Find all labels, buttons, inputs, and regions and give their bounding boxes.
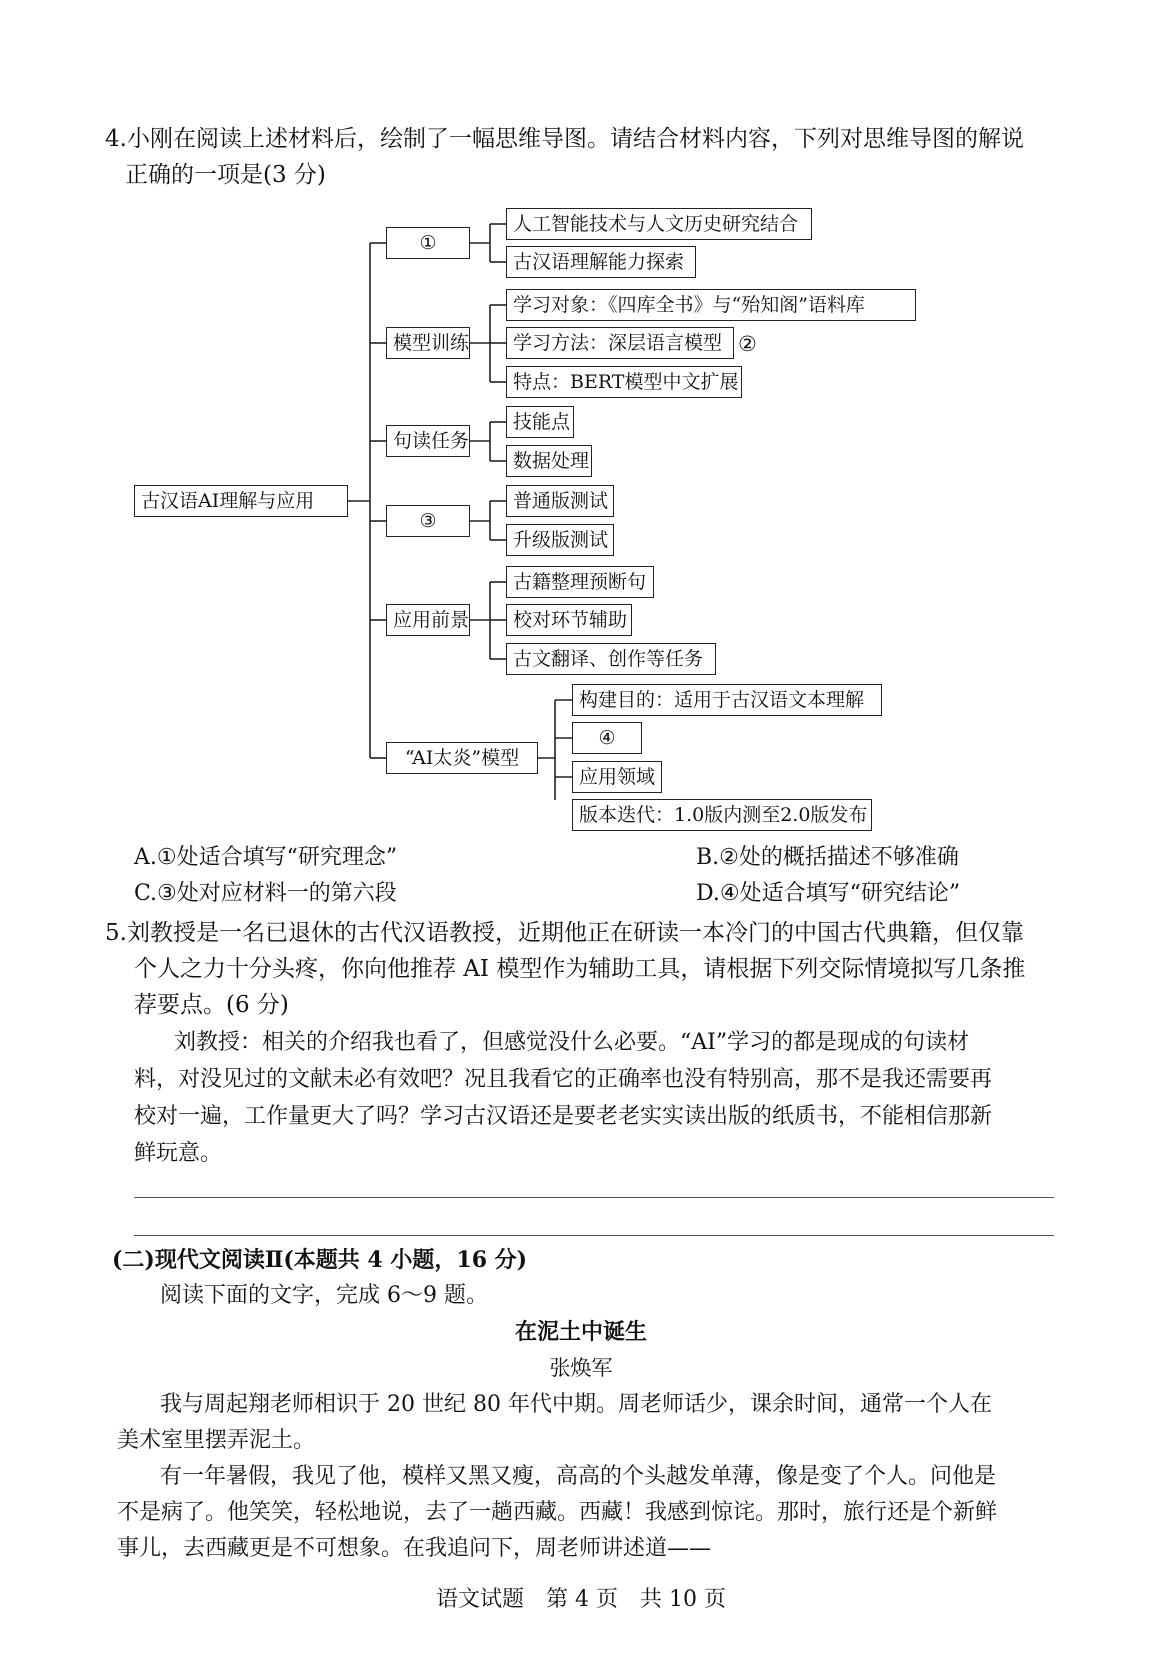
mindmap-leaf-6-2: ④ — [572, 722, 642, 754]
mindmap-leaf-3-2: 数据处理 — [506, 445, 592, 477]
mindmap-leaf-6-1: 构建目的：适用于古汉语文本理解 — [572, 684, 882, 716]
mindmap-leaf-2-3: 特点：BERT模型中文扩展 — [506, 366, 742, 398]
answer-line-1[interactable] — [134, 1197, 1054, 1198]
option-c: C.③处对应材料一的第六段 — [134, 881, 397, 906]
mindmap-branch-2: 模型训练 — [386, 327, 470, 359]
mindmap-leaf-4-2: 升级版测试 — [506, 524, 614, 556]
mindmap-branch-3: 句读任务 — [386, 425, 470, 457]
mindmap-root: 古汉语AI理解与应用 — [134, 485, 348, 517]
section2-heading: (二)现代文阅读Ⅱ(本题共 4 小题，16 分) — [112, 1247, 528, 1273]
marker-2: ② — [738, 332, 757, 356]
mindmap-branch-4: ③ — [386, 505, 470, 537]
option-a: A.①处适合填写“研究理念” — [134, 845, 398, 870]
article-p1-line1: 我与周起翔老师相识于 20 世纪 80 年代中期。周老师话少，课余时间，通常一个人在 — [160, 1392, 992, 1417]
answer-line-2[interactable] — [134, 1235, 1054, 1236]
section2-instruction: 阅读下面的文字，完成 6～9 题。 — [160, 1283, 488, 1308]
mindmap-leaf-6-4: 版本迭代：1.0版内测至2.0版发布 — [572, 799, 872, 831]
page-footer: 语文试题 第 4 页 共 10 页 — [436, 1587, 726, 1612]
article-author: 张焕军 — [549, 1356, 613, 1380]
q4-line1: 4.小刚在阅读上述材料后，绘制了一幅思维导图。请结合材料内容，下列对思维导图的解说 — [105, 126, 1024, 152]
mindmap-leaf-3-1: 技能点 — [506, 406, 574, 438]
article-p2-line1: 有一年暑假，我见了他，模样又黑又瘦，高高的个头越发单薄，像是变了个人。问他是 — [160, 1464, 997, 1489]
option-d: D.④处适合填写“研究结论” — [696, 881, 961, 906]
mindmap-leaf-1-2: 古汉语理解能力探索 — [506, 246, 696, 278]
q5-quote-1: 刘教授：相关的介绍我也看了，但感觉没什么必要。“AI”学习的都是现成的句读材 — [174, 1030, 970, 1055]
q5-quote-4: 鲜玩意。 — [134, 1141, 223, 1166]
mindmap-leaf-6-3: 应用领域 — [572, 761, 662, 793]
mindmap-leaf-1-1: 人工智能技术与人文历史研究结合 — [506, 208, 812, 240]
q5-line2: 个人之力十分头疼，你向他推荐 AI 模型作为辅助工具，请根据下列交际情境拟写几条推 — [134, 956, 1026, 982]
mindmap-leaf-5-3: 古文翻译、创作等任务 — [506, 643, 716, 675]
mindmap-branch-5: 应用前景 — [386, 604, 470, 636]
mindmap-connectors — [0, 0, 1162, 800]
mindmap-leaf-4-1: 普通版测试 — [506, 485, 614, 517]
q5-line1: 5.刘教授是一名已退休的古代汉语教授，近期他正在研读一本冷门的中国古代典籍，但仅靠 — [105, 920, 1024, 946]
mindmap-leaf-2-2: 学习方法：深层语言模型 — [506, 327, 734, 359]
mindmap-leaf-2-1: 学习对象：《四库全书》与“殆知阁”语料库 — [506, 289, 916, 321]
article-p1-line2: 美术室里摆弄泥土。 — [117, 1428, 316, 1453]
article-p2-line2: 不是病了。他笑笑，轻松地说，去了一趟西藏。西藏！我感到惊诧。那时，旅行还是个新鲜 — [117, 1500, 998, 1525]
mindmap-leaf-5-1: 古籍整理预断句 — [506, 566, 654, 598]
article-title: 在泥土中诞生 — [514, 1319, 647, 1345]
mindmap-branch-6: “AI太炎”模型 — [386, 742, 538, 774]
article-p2-line3: 事儿，去西藏更是不可想象。在我追问下，周老师讲述道—— — [117, 1536, 712, 1561]
mindmap-leaf-5-2: 校对环节辅助 — [506, 604, 632, 636]
option-b: B.②处的概括描述不够准确 — [696, 845, 959, 870]
q5-quote-3: 校对一遍，工作量更大了吗？学习古汉语还是要老老实实读出版的纸质书，不能相信那新 — [134, 1104, 993, 1129]
mindmap-branch-1: ① — [386, 227, 470, 259]
q5-quote-2: 料，对没见过的文献未必有效吧？况且我看它的正确率也没有特别高，那不是我还需要再 — [134, 1067, 993, 1092]
q4-line2: 正确的一项是(3 分) — [125, 162, 326, 188]
q5-line3: 荐要点。(6 分) — [134, 992, 289, 1018]
